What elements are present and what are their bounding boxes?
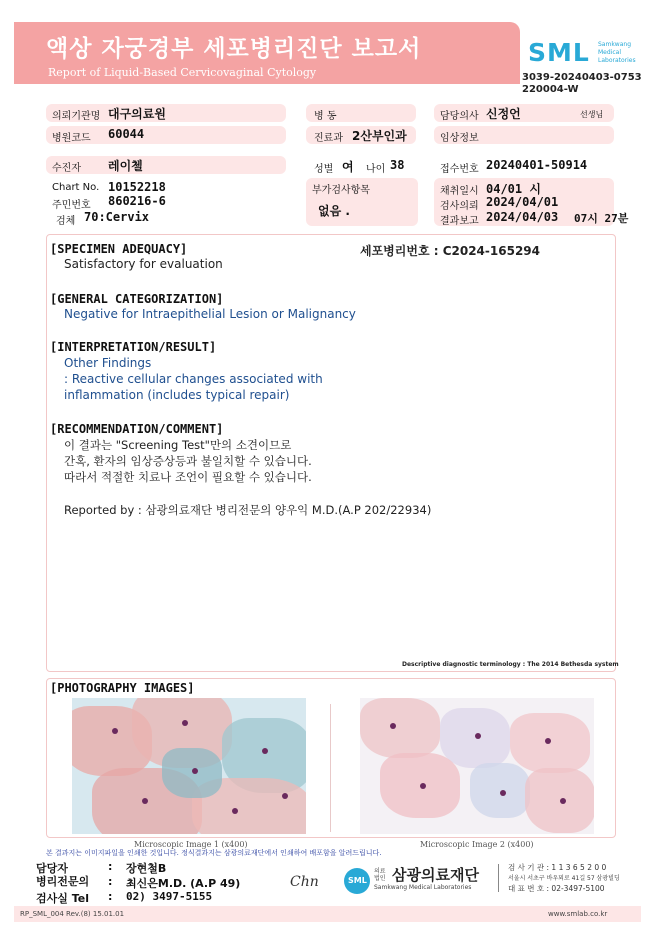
receipt-label: 접수번호 xyxy=(440,164,479,175)
test-label: 검사의뢰 xyxy=(440,201,479,212)
caption-image-1: Microscopic Image 1 (x400) xyxy=(134,840,248,849)
adequacy-heading: [SPECIMEN ADEQUACY] xyxy=(50,242,188,256)
lab-tel-colon: : xyxy=(108,890,113,903)
foundation-name-en: Samkwang Medical Laboratories xyxy=(374,884,472,891)
age-value: 38 xyxy=(390,158,405,172)
footer-divider xyxy=(498,864,499,892)
rec-line1: 이 결과는 "Screening Test"만의 소견이므로 xyxy=(64,438,292,452)
resident-label: 주민번호 xyxy=(52,200,91,211)
result-label: 결과보고 xyxy=(440,216,479,227)
form-number: RP_SML_004 Rev.(8) 15.01.01 xyxy=(20,910,125,918)
staff-label: 담당자 xyxy=(36,862,68,875)
caption-image-2: Microscopic Image 2 (x400) xyxy=(420,840,534,849)
report-code-line1: 3039-20240403-0753 xyxy=(522,72,642,83)
clinical-label: 임상정보 xyxy=(440,133,479,144)
foundation-name: 삼광의료재단 xyxy=(392,866,479,884)
print-notice: 본 결과지는 이미지파일을 인쇄한 것입니다. 정식결과지는 삼광의료재단에서 인쇄하여 배포함을 알려드립니다. xyxy=(46,849,382,857)
patient-box xyxy=(46,156,286,174)
sex-value: 여 xyxy=(342,160,354,174)
photo-divider xyxy=(330,704,331,832)
extra-value: 없음 . xyxy=(318,204,350,218)
dept-value: 2산부인과 xyxy=(352,129,407,143)
pathologist-label: 병리전문의 xyxy=(36,875,90,888)
institution-value: 대구의료원 xyxy=(108,107,166,121)
rec-heading: [RECOMMENDATION/COMMENT] xyxy=(50,422,224,436)
specimen-value: 70:Cervix xyxy=(84,210,150,224)
adequacy-text: Satisfactory for evaluation xyxy=(64,257,223,271)
extra-label: 부가검사항목 xyxy=(312,185,370,196)
terminology-note: Descriptive diagnostic terminology : The 2014 Bethesda system xyxy=(402,661,619,668)
lab-tel-value: 02) 3497-5155 xyxy=(126,890,213,903)
patient-label: 수진자 xyxy=(52,163,81,174)
report-code-line2: 220004-W xyxy=(522,84,579,95)
report-code xyxy=(522,72,642,96)
foundation-logo-icon xyxy=(344,868,370,894)
report-subtitle: Report of Liquid-Based Cervicovaginal Cytology xyxy=(48,66,317,79)
result-value: 2024/04/03 xyxy=(486,210,559,224)
collect-label: 채취일시 xyxy=(440,186,479,197)
resident-value: 860216-6 xyxy=(108,194,166,208)
lab-tel-label: 검사실 Tel xyxy=(36,892,89,905)
pathologist-colon: : xyxy=(108,875,113,888)
category-heading: [GENERAL CATEGORIZATION] xyxy=(50,292,224,306)
microscopic-image-1 xyxy=(72,698,306,834)
microscopic-image-2 xyxy=(360,698,594,834)
reported-by: Reported by : 삼광의료재단 병리전문의 양우익 M.D.(A.P 202/22934) xyxy=(64,503,432,517)
institution-label: 의뢰기관명 xyxy=(52,111,101,122)
sml-logo-subtext: Samkwang Medical Laboratories xyxy=(598,41,636,64)
photo-heading: [PHOTOGRAPHY IMAGES] xyxy=(50,681,195,695)
rec-line2: 간혹, 환자의 임상증상등과 불일치할 수 있습니다. xyxy=(64,454,312,468)
category-text: Negative for Intraepithelial Lesion or Malignancy xyxy=(64,307,356,321)
ward-label: 병 동 xyxy=(314,111,337,122)
address: 서울시 서초구 바우뫼로 41길 57 삼광빌딩 xyxy=(508,875,620,882)
sml-logo: SML xyxy=(528,38,590,67)
chart-label: Chart No. xyxy=(52,182,100,193)
interp-line1: Other Findings xyxy=(64,356,152,370)
interp-line3: inflammation (includes typical repair) xyxy=(64,388,290,402)
receipt-value: 20240401-50914 xyxy=(486,158,588,172)
staff-value: 장현철B xyxy=(126,862,167,875)
report-title: 액상 자궁경부 세포병리진단 보고서 xyxy=(46,36,422,62)
test-value: 2024/04/01 xyxy=(486,195,559,209)
signature: Chn xyxy=(290,874,319,890)
rec-line3: 따라서 적절한 치료나 조언이 필요할 수 있습니다. xyxy=(64,470,312,484)
hospital-code-value: 60044 xyxy=(108,127,145,141)
foundation-prefix: 의료 법인 xyxy=(374,868,386,882)
pathologist-value: 최신은M.D. (A.P 49) xyxy=(126,877,241,890)
collect-value: 04/01 시 xyxy=(486,182,541,196)
patient-value: 레이첼 xyxy=(108,159,143,173)
org-number: 검 사 기 관 : 1 1 3 6 5 2 0 0 xyxy=(508,863,607,872)
pathology-number: 세포병리번호 : C2024-165294 xyxy=(360,244,540,258)
sex-label: 성별 xyxy=(314,164,334,175)
result-time: 07시 27분 xyxy=(574,212,629,225)
doctor-suffix: 선생님 xyxy=(580,110,604,119)
dept-label: 진료과 xyxy=(314,133,343,144)
age-label: 나이 xyxy=(366,164,386,175)
hospital-code-label: 병원코드 xyxy=(52,133,91,144)
doctor-label: 담당의사 xyxy=(440,111,479,122)
main-phone: 대 표 번 호 : 02-3497-5100 xyxy=(508,884,605,893)
interp-heading: [INTERPRETATION/RESULT] xyxy=(50,340,217,354)
specimen-label: 검체 xyxy=(56,216,76,227)
foundation-logo-text: SML xyxy=(348,876,367,885)
doctor-value: 신정언 xyxy=(486,107,521,121)
chart-value: 10152218 xyxy=(108,180,166,194)
interp-line2: : Reactive cellular changes associated with xyxy=(64,372,323,386)
staff-colon: : xyxy=(108,860,113,873)
website: www.smlab.co.kr xyxy=(548,910,608,918)
